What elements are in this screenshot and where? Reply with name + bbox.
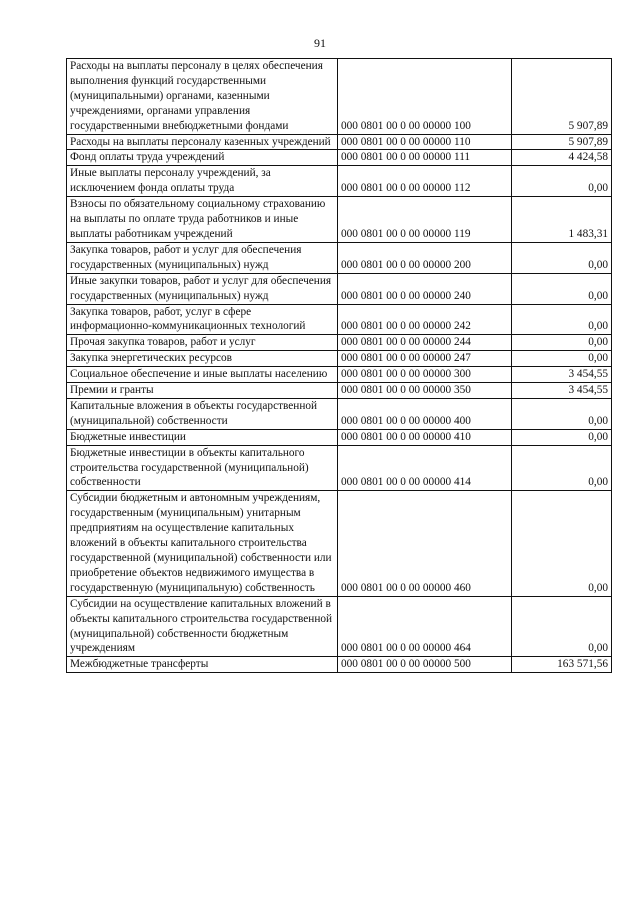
table-row [67,197,612,243]
table-row [67,398,612,429]
row-name-cell: Прочая закупка товаров, работ и услуг [67,335,338,351]
row-name-cell: Субсидии бюджетным и автономным учреждениям, государственным (муниципальным) унитарным предприятиям на осуществление капитальных вложений в объекты капитального строительства государственной (муниципальной) собственности или приобретение объектов недвижимого имущества в государственную (муниципальную) собственность [67,491,338,596]
row-code-cell: 000 0801 00 0 00 00000 112 [338,166,512,197]
table-row [67,445,612,491]
table-row [67,657,612,673]
row-name-cell: Расходы на выплаты персоналу казенных учреждений [67,134,338,150]
row-amount-cell: 0,00 [512,596,612,657]
row-name-cell: Межбюджетные трансферты [67,657,338,673]
table-row [67,150,612,166]
row-code-cell: 000 0801 00 0 00 00000 110 [338,134,512,150]
row-amount-cell: 0,00 [512,429,612,445]
row-name-cell: Субсидии на осуществление капитальных вложений в объекты капитального строительства государственной (муниципальной) собственности бюджетным учреждениям [67,596,338,657]
row-name-cell: Бюджетные инвестиции [67,429,338,445]
row-code-cell: 000 0801 00 0 00 00000 247 [338,351,512,367]
row-name-cell: Расходы на выплаты персоналу в целях обеспечения выполнения функций государственными (муниципальными) органами, казенными учреждениями, органами управления государственными внебюджетными фондами [67,59,338,135]
row-name-cell: Взносы по обязательному социальному страхованию на выплаты по оплате труда работников и иные выплаты работникам учреждений [67,197,338,243]
table-row [67,134,612,150]
table-row [67,367,612,383]
page-number: 91 [314,36,326,50]
budget-table [66,58,612,673]
row-code-cell: 000 0801 00 0 00 00000 414 [338,445,512,491]
row-amount-cell: 4 424,58 [512,150,612,166]
table-row [67,273,612,304]
row-code-cell: 000 0801 00 0 00 00000 500 [338,657,512,673]
row-code-cell: 000 0801 00 0 00 00000 111 [338,150,512,166]
row-code-cell: 000 0801 00 0 00 00000 464 [338,596,512,657]
row-code-cell: 000 0801 00 0 00 00000 200 [338,242,512,273]
row-name-cell: Закупка товаров, работ и услуг для обеспечения государственных (муниципальных) нужд [67,242,338,273]
row-name-cell: Премии и гранты [67,383,338,399]
table-row [67,242,612,273]
row-name-cell: Иные закупки товаров, работ и услуг для обеспечения государственных (муниципальных) нужд [67,273,338,304]
row-code-cell: 000 0801 00 0 00 00000 400 [338,398,512,429]
row-code-cell: 000 0801 00 0 00 00000 119 [338,197,512,243]
table-row [67,596,612,657]
row-amount-cell: 0,00 [512,273,612,304]
row-amount-cell: 0,00 [512,166,612,197]
row-amount-cell: 5 907,89 [512,134,612,150]
table-row [67,383,612,399]
row-code-cell: 000 0801 00 0 00 00000 100 [338,59,512,135]
row-amount-cell: 163 571,56 [512,657,612,673]
row-amount-cell: 5 907,89 [512,59,612,135]
row-amount-cell: 0,00 [512,304,612,335]
row-code-cell: 000 0801 00 0 00 00000 410 [338,429,512,445]
row-name-cell: Фонд оплаты труда учреждений [67,150,338,166]
row-name-cell: Закупка энергетических ресурсов [67,351,338,367]
row-name-cell: Закупка товаров, работ, услуг в сфере информационно-коммуникационных технологий [67,304,338,335]
table-row [67,335,612,351]
row-amount-cell: 0,00 [512,335,612,351]
table-row [67,429,612,445]
row-code-cell: 000 0801 00 0 00 00000 242 [338,304,512,335]
row-amount-cell: 3 454,55 [512,367,612,383]
row-amount-cell: 1 483,31 [512,197,612,243]
row-amount-cell: 0,00 [512,445,612,491]
row-amount-cell: 0,00 [512,491,612,596]
row-code-cell: 000 0801 00 0 00 00000 460 [338,491,512,596]
row-amount-cell: 0,00 [512,398,612,429]
row-code-cell: 000 0801 00 0 00 00000 300 [338,367,512,383]
table-body [67,59,612,673]
table-row [67,351,612,367]
row-amount-cell: 3 454,55 [512,383,612,399]
row-name-cell: Бюджетные инвестиции в объекты капитального строительства государственной (муниципальной) собственности [67,445,338,491]
row-code-cell: 000 0801 00 0 00 00000 244 [338,335,512,351]
row-name-cell: Капитальные вложения в объекты государственной (муниципальной) собственности [67,398,338,429]
row-code-cell: 000 0801 00 0 00 00000 350 [338,383,512,399]
table-row [67,304,612,335]
row-name-cell: Социальное обеспечение и иные выплаты населению [67,367,338,383]
table-row [67,491,612,596]
row-code-cell: 000 0801 00 0 00 00000 240 [338,273,512,304]
row-amount-cell: 0,00 [512,242,612,273]
row-name-cell: Иные выплаты персоналу учреждений, за исключением фонда оплаты труда [67,166,338,197]
row-amount-cell: 0,00 [512,351,612,367]
table-row [67,166,612,197]
table-row [67,59,612,135]
